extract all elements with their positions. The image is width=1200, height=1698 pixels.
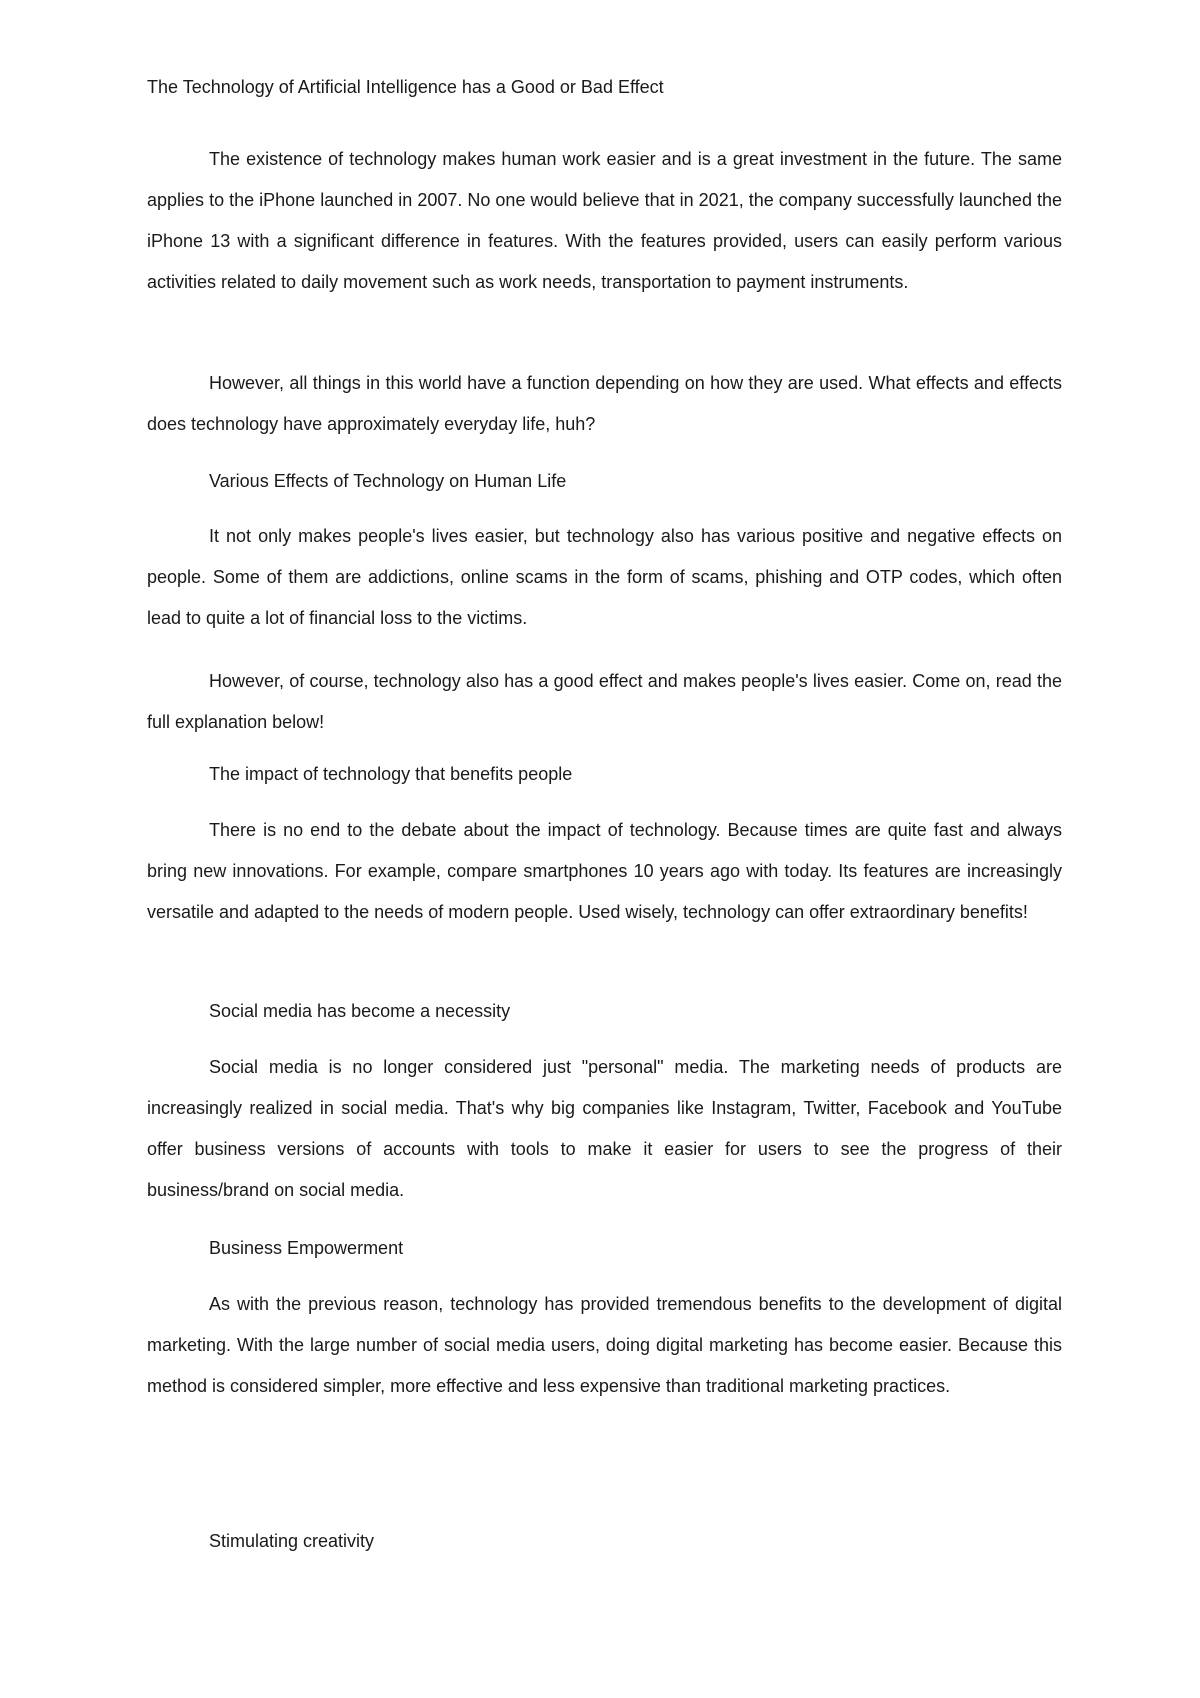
heading-stimulating-creativity: Stimulating creativity	[209, 1531, 375, 1551]
heading-business-empowerment: Business Empowerment	[209, 1238, 404, 1258]
paragraph-social-media: Social media is no longer considered just "personal" media. The marketing needs of products are increasingly realized in social media. That's why big companies like Instagram, Twitter, Facebook and YouTube offer business versions of accounts with tools to make it easier for users to see the progress of their business/brand on social media.	[147, 1057, 1062, 1200]
paragraph-business: As with the previous reason, technology has provided tremendous benefits to the development of digital marketing. With the large number of social media users, doing digital marketing has become easier. Because this method is considered simpler, more effective and less expensive than traditional marketing practices.	[147, 1294, 1062, 1396]
heading-social-media: Social media has become a necessity	[209, 1001, 511, 1021]
paragraph-debate: There is no end to the debate about the impact of technology. Because times are quite fast and always bring new innovations. For example, compare smartphones 10 years ago with today. Its features are increasingly versatile and adapted to the needs of modern people. Used wisely, technology can offer extraordinary benefits!	[147, 820, 1062, 922]
heading-various-effects: Various Effects of Technology on Human Life	[209, 471, 567, 491]
heading-impact-benefits: The impact of technology that benefits people	[209, 764, 573, 784]
document-title: The Technology of Artificial Intelligence has a Good or Bad Effect	[147, 77, 664, 97]
paragraph-effects: It not only makes people's lives easier, but technology also has various positive and negative effects on people. Some of them are addictions, online scams in the form of scams, phishing and OTP codes, which often lead to quite a lot of financial loss to the victims.	[147, 526, 1062, 628]
paragraph-intro: The existence of technology makes human work easier and is a great investment in the future. The same applies to the iPhone launched in 2007. No one would believe that in 2021, the company successfully launched the iPhone 13 with a significant difference in features. With the features provided, users can easily perform various activities related to daily movement such as work needs, transportation to payment instruments.	[147, 149, 1062, 292]
paragraph-however: However, all things in this world have a function depending on how they are used. What effects and effects does technology have approximately everyday life, huh?	[147, 373, 1062, 434]
paragraph-good-effect: However, of course, technology also has a good effect and makes people's lives easier. Come on, read the full explanation below!	[147, 671, 1062, 732]
